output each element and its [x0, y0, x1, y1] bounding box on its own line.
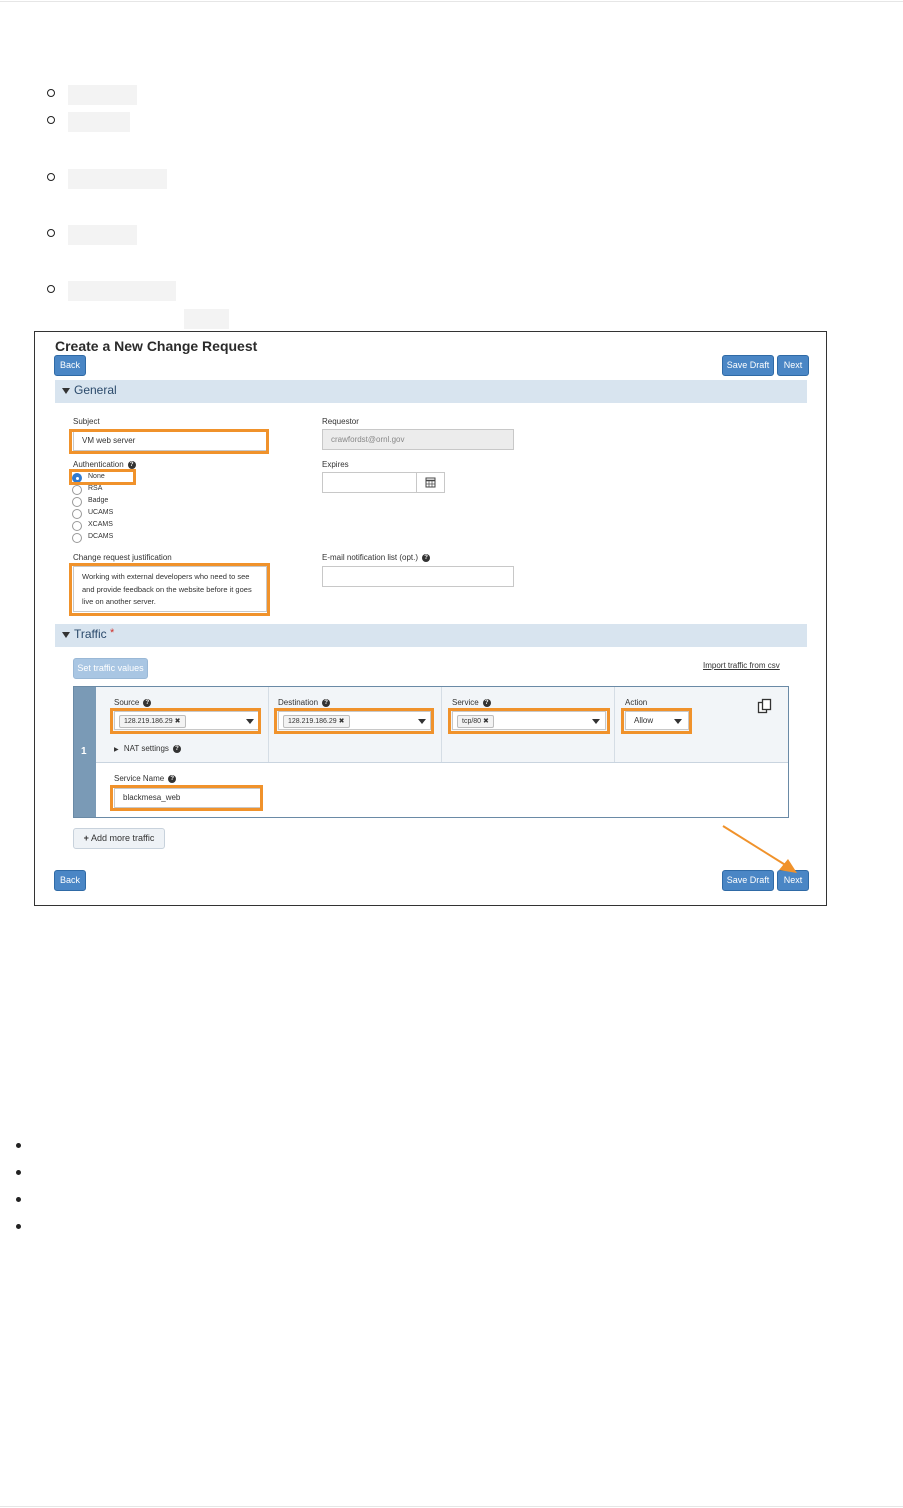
- change-request-screenshot: [34, 331, 827, 906]
- help-icon[interactable]: ?: [173, 745, 181, 753]
- traffic-section-header[interactable]: [55, 624, 807, 647]
- redacted-text: [68, 85, 137, 105]
- radio-auth-ucams[interactable]: [72, 509, 82, 519]
- authentication-label: [73, 460, 136, 469]
- back-button-top[interactable]: Back: [54, 355, 86, 376]
- caret-right-icon: ▶: [114, 747, 119, 753]
- source-tag-text: 128.219.186.29: [124, 718, 173, 725]
- help-icon[interactable]: ?: [322, 699, 330, 707]
- radio-label: UCAMS: [88, 509, 114, 516]
- bullet: [16, 1143, 21, 1148]
- justification-textarea[interactable]: Working with external developers who need to see and provide feedback on the website before it goes live on another server.: [73, 566, 267, 612]
- calendar-icon: [417, 473, 444, 492]
- sub-bullet: [47, 116, 55, 124]
- service-label: [452, 698, 491, 707]
- sub-bullet: [47, 229, 55, 237]
- subject-highlight: [69, 429, 269, 454]
- email-input[interactable]: [322, 566, 514, 587]
- action-label: Action: [625, 698, 648, 707]
- redacted-text: [68, 112, 130, 132]
- action-select[interactable]: Allow: [625, 711, 689, 730]
- auth-none-highlight: [69, 469, 136, 485]
- action-highlight: [621, 708, 692, 734]
- email-label: [322, 553, 430, 562]
- service-name-label-text: Service Name: [114, 774, 165, 783]
- help-icon[interactable]: ?: [143, 699, 151, 707]
- source-label: [114, 698, 151, 707]
- plus-icon: +: [83, 833, 89, 843]
- copy-icon: [757, 698, 773, 714]
- justification-highlight: [69, 563, 270, 616]
- next-button-bottom[interactable]: Next: [777, 870, 809, 891]
- service-name-input[interactable]: blackmesa_web: [114, 788, 261, 808]
- requestor-label: Requestor: [322, 417, 359, 426]
- bullet: [16, 1170, 21, 1175]
- sub-bullet: [47, 89, 55, 97]
- expires-input[interactable]: [322, 472, 417, 493]
- help-icon[interactable]: ?: [168, 775, 176, 783]
- general-section-title: General: [74, 383, 117, 397]
- next-button-top[interactable]: Next: [777, 355, 809, 376]
- column-divider: [441, 687, 442, 762]
- arrow-icon: [715, 820, 825, 880]
- radio-label: DCAMS: [88, 533, 114, 540]
- destination-tag-text: 128.219.186.29: [288, 718, 337, 725]
- radio-auth-dcams[interactable]: [72, 533, 82, 543]
- destination-label-text: Destination: [278, 698, 319, 707]
- calendar-button[interactable]: [416, 472, 445, 493]
- help-icon[interactable]: ?: [422, 554, 430, 562]
- email-label-text: E-mail notification list (opt.): [322, 553, 419, 562]
- radio-auth-rsa[interactable]: [72, 485, 82, 495]
- nat-settings-toggle[interactable]: [114, 744, 181, 753]
- radio-label: Badge: [88, 497, 109, 504]
- required-mark: *: [110, 627, 115, 639]
- bullet: [16, 1224, 21, 1229]
- sub-bullet: [47, 173, 55, 181]
- add-more-traffic-label: Add more traffic: [90, 833, 155, 843]
- requestor-field: crawfordst@ornl.gov: [322, 429, 514, 450]
- service-highlight: [448, 708, 610, 734]
- caret-down-icon: [62, 632, 70, 638]
- subject-label: Subject: [73, 417, 100, 426]
- remove-tag-icon[interactable]: ✖: [338, 718, 345, 725]
- expires-label: Expires: [322, 460, 349, 469]
- redacted-text: [68, 281, 176, 301]
- top-rule: [0, 1, 903, 2]
- column-divider: [268, 687, 269, 762]
- destination-label: [278, 698, 330, 707]
- save-draft-button-bottom[interactable]: Save Draft: [722, 870, 774, 891]
- page-title: Create a New Change Request: [55, 338, 258, 354]
- caret-down-icon: [62, 388, 70, 394]
- radio-auth-xcams[interactable]: [72, 521, 82, 531]
- justification-label: Change request justification: [73, 553, 172, 562]
- radio-label: XCAMS: [88, 521, 113, 528]
- general-section-header[interactable]: [55, 380, 807, 403]
- source-label-text: Source: [114, 698, 140, 707]
- set-traffic-values-button[interactable]: Set traffic values: [73, 658, 148, 679]
- redacted-text: [184, 309, 229, 329]
- redacted-text: [68, 225, 137, 245]
- nat-settings-label: NAT settings: [123, 744, 169, 753]
- column-divider: [614, 687, 615, 762]
- remove-tag-icon[interactable]: ✖: [174, 718, 181, 725]
- source-highlight: [110, 708, 261, 734]
- back-button-bottom[interactable]: Back: [54, 870, 86, 891]
- bullet: [16, 1197, 21, 1202]
- traffic-section-title: [74, 627, 114, 641]
- service-name-label: [114, 774, 176, 783]
- subject-input[interactable]: VM web server: [73, 431, 267, 451]
- service-name-highlight: [110, 785, 263, 811]
- service-label-text: Service: [452, 698, 479, 707]
- redacted-text: [68, 169, 167, 189]
- radio-auth-badge[interactable]: [72, 497, 82, 507]
- add-more-traffic-button[interactable]: [73, 828, 165, 849]
- sub-bullet: [47, 285, 55, 293]
- traffic-title-text: Traffic: [74, 627, 107, 641]
- save-draft-button-top[interactable]: Save Draft: [722, 355, 774, 376]
- traffic-row-number: 1: [81, 746, 87, 757]
- bottom-rule: [0, 1506, 903, 1507]
- help-icon[interactable]: ?: [483, 699, 491, 707]
- radio-label: None: [88, 473, 105, 480]
- import-csv-link[interactable]: Import traffic from csv: [703, 661, 780, 670]
- remove-tag-icon[interactable]: ✖: [483, 718, 489, 725]
- destination-highlight: [274, 708, 434, 734]
- authentication-label-text: Authentication: [73, 460, 124, 469]
- radio-label: RSA: [88, 485, 103, 492]
- traffic-row-divider: [96, 762, 788, 763]
- copy-row-button[interactable]: [757, 698, 773, 719]
- help-icon[interactable]: ?: [128, 461, 136, 469]
- service-tag-text: tcp/80: [462, 718, 482, 725]
